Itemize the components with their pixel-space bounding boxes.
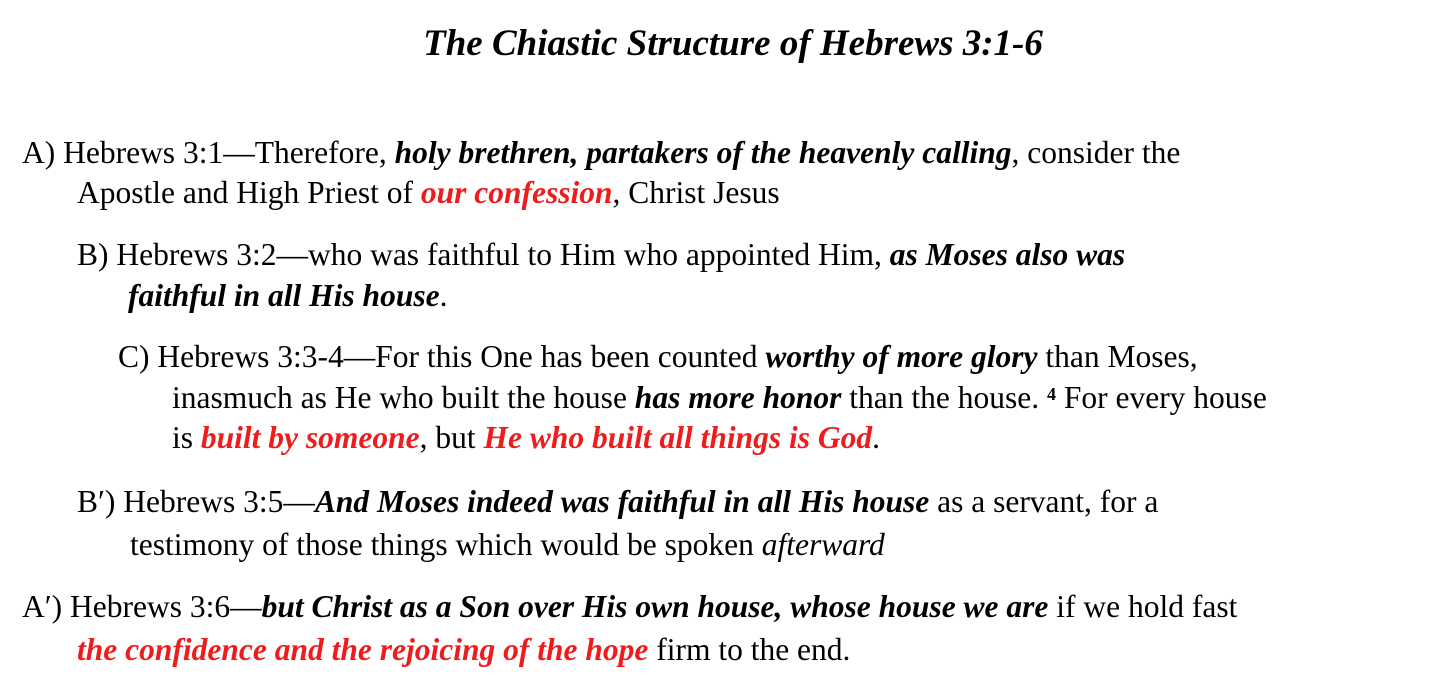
- text-segment: For every house: [1055, 380, 1267, 415]
- emphasized-phrase: worthy of more glory: [765, 339, 1038, 374]
- text-segment: Apostle and High Priest of: [77, 175, 421, 210]
- text-segment: testimony of those things which would be spoken: [130, 527, 762, 562]
- text-segment: afterward: [761, 527, 885, 562]
- highlighted-phrase: He who built all things is God: [483, 420, 873, 455]
- emphasized-phrase: as Moses also was: [889, 237, 1126, 272]
- outline-a-line: [77, 173, 780, 213]
- text-segment: firm to the end.: [648, 632, 851, 667]
- text-segment: A) Hebrews 3:1—Therefore,: [22, 135, 395, 170]
- emphasized-phrase: has more honor: [634, 380, 842, 415]
- highlighted-phrase: built by someone: [200, 420, 420, 455]
- outline-b-prime-line: [130, 525, 885, 565]
- text-segment: B) Hebrews 3:2—who was faithful to Him who appointed Him,: [77, 237, 890, 272]
- outline-b-line: [77, 235, 1125, 275]
- emphasized-phrase: And Moses indeed was faithful in all His house: [314, 484, 930, 519]
- outline-c-line: [172, 418, 880, 458]
- document-title: The Chiastic Structure of Hebrews 3:1-6: [423, 23, 1043, 64]
- emphasized-phrase: faithful in all His house: [128, 278, 440, 313]
- text-segment: A′) Hebrews 3:6—: [22, 589, 262, 624]
- text-segment: , but: [419, 420, 484, 455]
- text-segment: .: [439, 278, 448, 313]
- text-segment: inasmuch as He who built the house: [172, 380, 635, 415]
- text-segment: than the house.: [841, 380, 1047, 415]
- verse-number: 4: [1046, 384, 1056, 404]
- text-segment: .: [872, 420, 881, 455]
- outline-b-line: [128, 276, 447, 316]
- outline-c-line: [118, 337, 1198, 377]
- highlighted-phrase: our confession: [420, 175, 613, 210]
- outline-a-prime-line: [22, 587, 1237, 627]
- text-segment: , consider the: [1011, 135, 1181, 170]
- text-segment: than Moses,: [1037, 339, 1198, 374]
- text-segment: B′) Hebrews 3:5—: [77, 484, 315, 519]
- outline-a-line: [22, 133, 1180, 173]
- emphasized-phrase: but Christ as a Son over His own house, whose house we are: [261, 589, 1049, 624]
- text-segment: , Christ Jesus: [612, 175, 780, 210]
- text-segment: if we hold fast: [1048, 589, 1238, 624]
- outline-a-prime-line: [77, 630, 850, 670]
- text-segment: C) Hebrews 3:3-4—For this One has been counted: [118, 339, 766, 374]
- text-segment: is: [172, 420, 201, 455]
- outline-b-prime-line: [77, 482, 1158, 522]
- emphasized-phrase: holy brethren, partakers of the heavenly calling: [394, 135, 1012, 170]
- text-segment: as a servant, for a: [929, 484, 1159, 519]
- outline-c-line: [172, 378, 1267, 418]
- highlighted-phrase: the confidence and the rejoicing of the hope: [77, 632, 649, 667]
